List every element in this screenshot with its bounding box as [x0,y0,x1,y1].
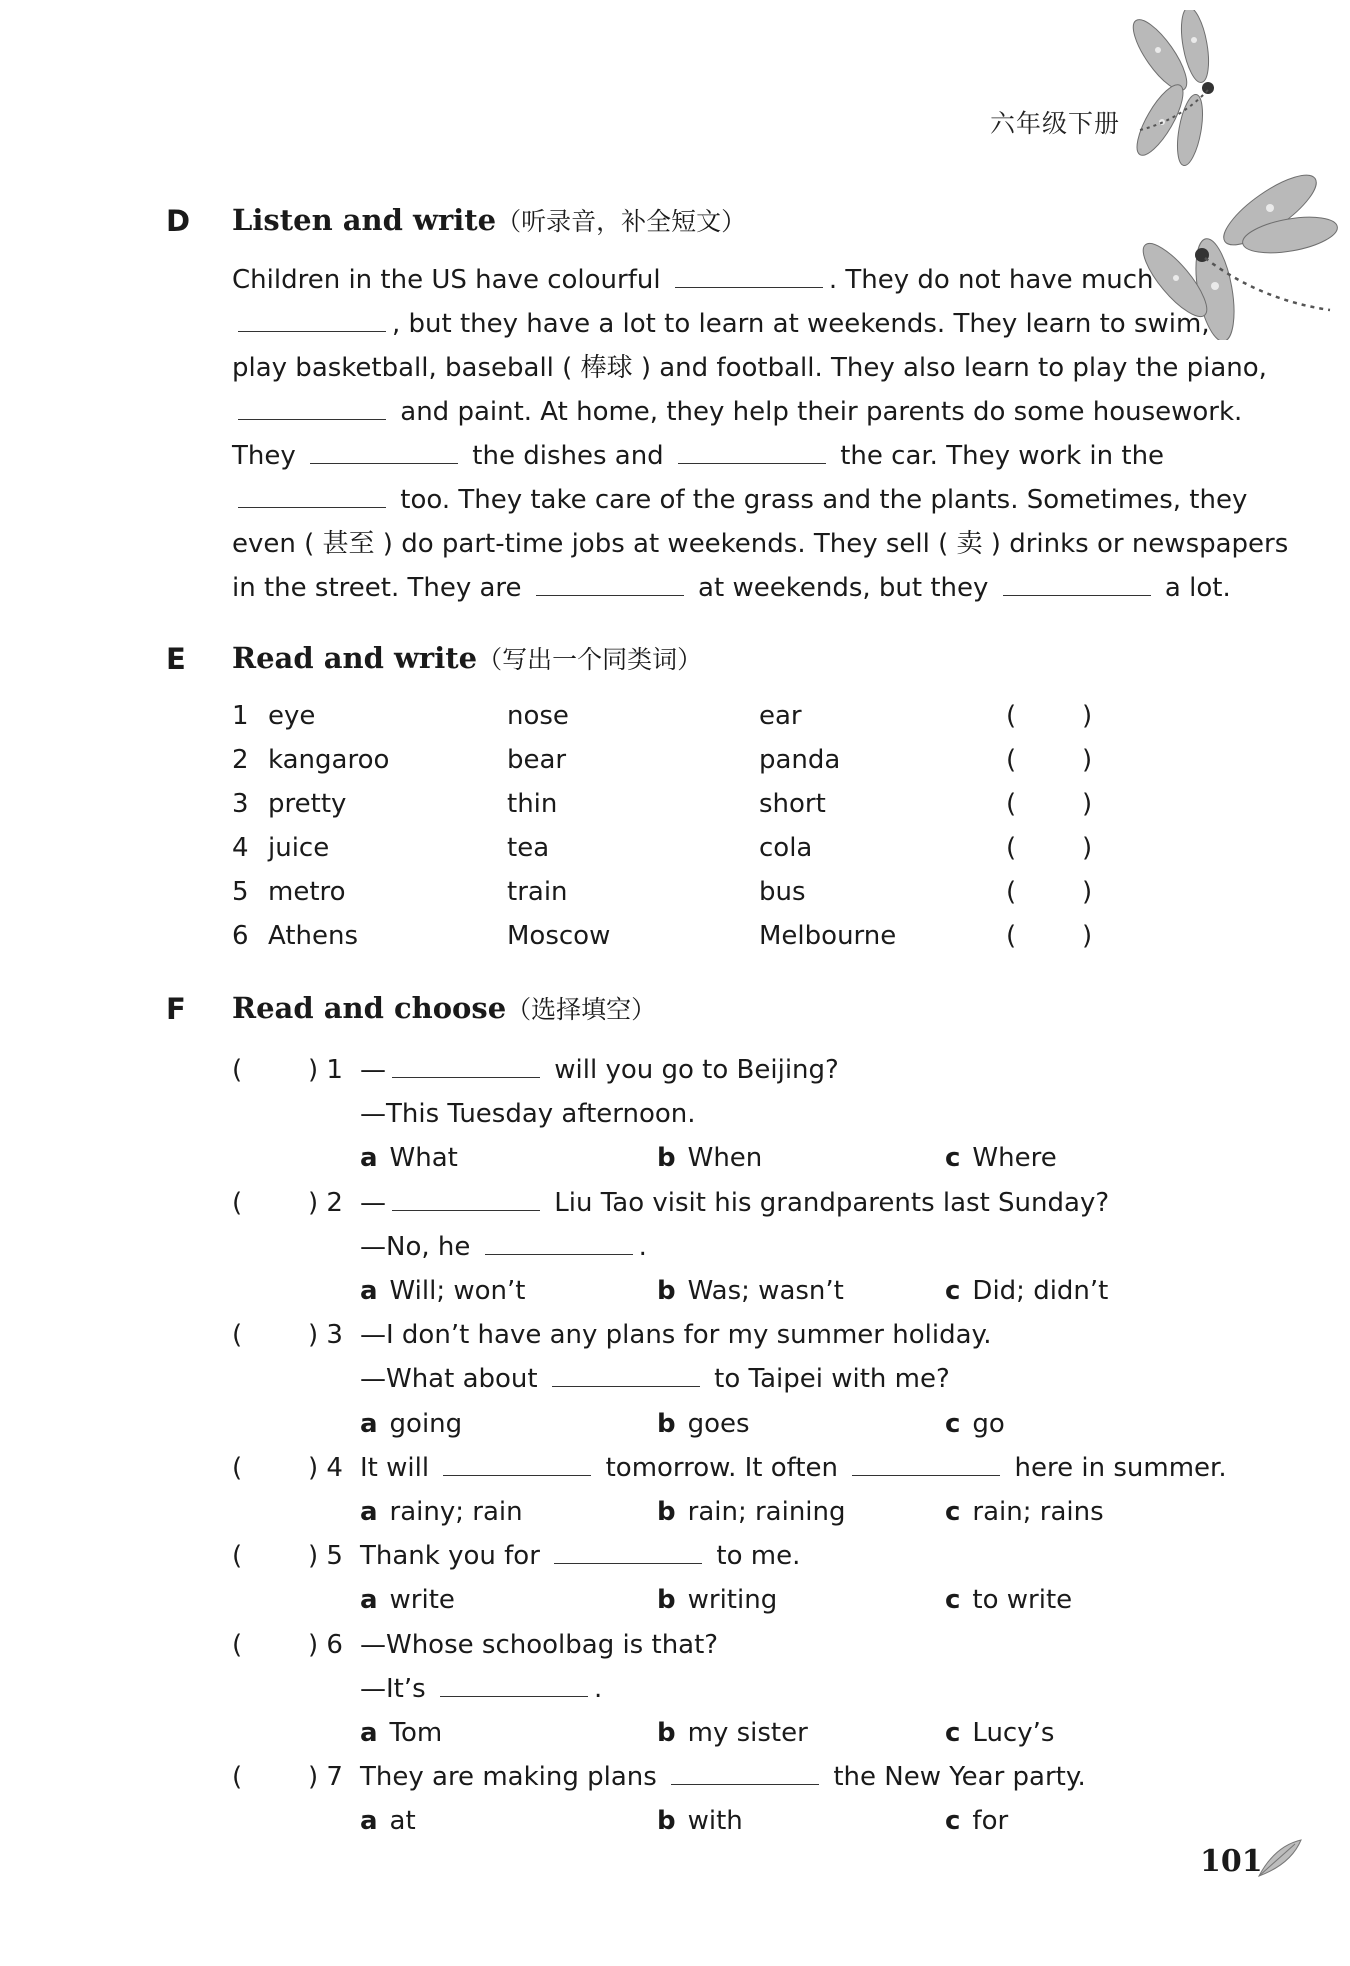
passage-text: and paint. At home, they help their parents do some housework. [392,397,1243,427]
answer-paren-close: ) [1082,877,1093,907]
question-text: Liu Tao visit his grandparents last Sunday? [546,1187,1110,1218]
word: eye [268,701,316,731]
item-number: 3 [232,789,249,819]
answer-blank[interactable] [392,1185,540,1211]
question-text: —It’s [360,1673,434,1704]
question-text: It will [360,1452,438,1483]
question-text: —No, he [360,1231,479,1262]
option-b[interactable] [657,1578,777,1622]
option-text: go [972,1408,1005,1439]
word: kangaroo [268,745,390,775]
option-c[interactable] [945,1269,1108,1313]
passage-text: play basketball, baseball ( 棒球 ) and football. They also learn to play the piano, [232,353,1267,383]
answer-paren-open: ( [232,1541,243,1572]
option-letter: a [360,1143,378,1174]
word: Moscow [507,921,611,951]
option-letter: c [945,1806,961,1837]
option-c[interactable] [945,1490,1104,1534]
answer-blank[interactable] [552,1361,700,1387]
answer-paren-open: ( [1006,745,1017,775]
option-letter: c [945,1276,961,1306]
answer-paren-open: ( [1006,833,1017,863]
option-letter: b [657,1143,676,1174]
answer-paren-open: ( [232,1320,243,1351]
option-text: rain; raining [687,1497,846,1527]
option-text: with [687,1806,743,1837]
option-a[interactable] [360,1578,455,1622]
option-text: at [389,1806,416,1837]
answer-paren-open: ( [232,1629,243,1660]
question-text: —This Tuesday afternoon. [360,1099,696,1130]
word-group-row [232,694,1132,738]
option-a[interactable] [360,1136,458,1180]
answer-paren-open: ( [1006,921,1017,951]
answer-blank[interactable] [440,1671,588,1697]
passage-text: even ( 甚至 ) do part-time jobs at weekends. They sell ( 卖 ) drinks or newspapers [232,529,1289,559]
option-text: Did; didn’t [972,1276,1109,1306]
question-line [360,1357,950,1401]
answer-blank[interactable] [310,438,458,464]
passage-text: , but they have a lot to learn at weekends. They learn to swim, [392,309,1210,339]
answer-paren-close: ) [1082,921,1093,951]
item-number: 6 [232,921,249,951]
word: bus [759,877,806,907]
question-text: will you go to Beijing? [546,1055,839,1085]
passage-line [232,566,1231,610]
option-letter: a [360,1497,378,1527]
passage-text: the car. They work in the [831,441,1165,471]
passage-line [232,258,1154,302]
item-number: 4 [232,833,249,863]
option-c[interactable] [945,1402,1005,1446]
option-text: for [972,1806,1009,1837]
page-number: 101 [1200,1844,1263,1879]
word: panda [759,745,841,775]
option-letter: a [360,1408,378,1439]
grade-label: 六年级下册 [990,109,1121,138]
word-group-row [232,870,1132,914]
option-letter: b [657,1806,676,1837]
word: pretty [268,789,347,819]
answer-blank[interactable] [485,1229,633,1255]
question-text: . [638,1231,647,1262]
passage-text: . They do not have much [828,265,1154,295]
item-number: 5 [232,877,249,907]
passage-line [232,478,1247,522]
answer-blank[interactable] [443,1450,591,1476]
option-b[interactable] [657,1269,844,1313]
word: Melbourne [759,921,897,951]
word-group-row [232,738,1132,782]
leaf-icon [1255,1836,1303,1880]
word-group-row [232,782,1132,826]
option-letter: c [945,1585,961,1616]
word-group-row [232,826,1132,870]
question-text: They are making plans [360,1762,666,1793]
question-number: ) 1 [308,1055,343,1085]
passage-line [232,434,1164,478]
answer-paren-close: ) [1082,701,1093,731]
option-letter: b [657,1585,676,1616]
answer-blank[interactable] [238,394,386,420]
answer-blank[interactable] [554,1538,702,1564]
question-number: ) 4 [308,1452,343,1483]
section-d-title-text: Listen and write [232,203,497,237]
section-e-letter: E [166,642,186,676]
section-f-title [232,990,656,1026]
option-letter: b [657,1718,676,1748]
option-text: write [389,1585,455,1616]
passage-line [232,390,1242,434]
word: Athens [268,921,359,951]
word-group-row [232,914,1132,958]
word: bear [507,745,567,775]
passage-text: at weekends, but they [689,573,997,603]
question-line [360,1092,696,1136]
answer-paren-open: ( [1006,877,1017,907]
option-a[interactable] [360,1799,416,1843]
question-line [360,1225,647,1269]
answer-paren-close: ) [1082,745,1093,775]
option-text: my sister [687,1718,808,1748]
word: thin [507,789,558,819]
section-d-letter: D [166,204,191,238]
question-text: . [593,1673,603,1704]
passage-line [232,302,1210,346]
answer-paren-close: ) [1082,789,1093,819]
question-line [360,1623,718,1667]
option-text: Where [972,1143,1057,1174]
question-number: ) 5 [308,1541,343,1572]
option-b[interactable] [657,1799,743,1843]
word: juice [268,833,330,863]
section-e-title-text: Read and write [232,641,478,675]
passage-text: the dishes and [464,441,672,471]
option-text: Lucy’s [972,1718,1055,1748]
word: metro [268,877,346,907]
option-letter: a [360,1276,378,1306]
passage-text: They [232,441,305,471]
answer-paren-open: ( [232,1055,243,1085]
answer-blank[interactable] [852,1450,1000,1476]
section-e-subtitle: （写出一个同类词） [477,645,703,674]
option-c[interactable] [945,1799,1008,1843]
answer-paren-open: ( [1006,789,1017,819]
option-c[interactable] [945,1711,1054,1755]
section-f-subtitle: （选择填空） [506,995,657,1024]
option-letter: c [945,1718,961,1748]
passage-text: in the street. They are [232,573,530,603]
question-text: Thank you for [360,1541,549,1572]
option-letter: a [360,1806,378,1837]
option-a[interactable] [360,1490,523,1534]
answer-blank[interactable] [1003,570,1151,596]
question-number: ) 6 [308,1629,343,1660]
question-text: — [360,1187,386,1218]
question-text: tomorrow. It often [597,1452,847,1483]
option-letter: c [945,1408,961,1439]
option-b[interactable] [657,1136,762,1180]
question-number: ) 3 [308,1320,343,1351]
option-text: Was; wasn’t [687,1276,844,1306]
option-text: rain; rains [972,1497,1104,1527]
answer-paren-close: ) [1082,833,1093,863]
answer-blank[interactable] [238,482,386,508]
option-text: goes [687,1408,750,1439]
word: train [507,877,568,907]
answer-paren-open: ( [232,1187,243,1218]
question-number: ) 2 [308,1187,343,1218]
question-line [360,1755,1086,1799]
dragonfly-decoration-icon [1120,10,1345,340]
answer-blank[interactable] [678,438,826,464]
option-text: When [687,1143,763,1174]
option-letter: b [657,1497,676,1527]
passage-line [232,346,1267,390]
option-a[interactable] [360,1269,526,1313]
option-letter: a [360,1585,378,1616]
passage-text: too. They take care of the grass and the plants. Sometimes, they [392,485,1248,515]
question-line [360,1667,602,1711]
word: cola [759,833,813,863]
question-text: to me. [708,1541,801,1572]
word: tea [507,833,550,863]
option-a[interactable] [360,1711,442,1755]
option-b[interactable] [657,1490,846,1534]
answer-paren-open: ( [232,1762,243,1793]
word: ear [759,701,802,731]
option-letter: c [945,1143,961,1174]
option-text: to write [972,1585,1073,1616]
option-text: writing [687,1585,778,1616]
option-c[interactable] [945,1136,1057,1180]
option-text: rainy; rain [389,1497,523,1527]
word: short [759,789,826,819]
section-e-title [232,640,702,676]
passage-text: Children in the US have colourful [232,265,669,295]
answer-paren-open: ( [232,1452,243,1483]
question-text: the New Year party. [825,1762,1086,1793]
option-b[interactable] [657,1711,808,1755]
question-line [360,1313,991,1357]
option-b[interactable] [657,1402,750,1446]
question-text: —What about [360,1364,546,1395]
passage-line [232,522,1288,566]
item-number: 2 [232,745,249,775]
answer-blank[interactable] [536,570,684,596]
question-text: to Taipei with me? [705,1364,950,1395]
question-line [360,1181,1109,1225]
option-letter: b [657,1276,676,1306]
answer-blank[interactable] [238,306,386,332]
option-text: Will; won’t [389,1276,526,1306]
option-a[interactable] [360,1402,462,1446]
question-line [360,1534,800,1578]
option-letter: b [657,1408,676,1439]
option-letter: c [945,1497,961,1527]
section-d-subtitle: （听录音，补全短文） [496,207,747,236]
section-f-title-text: Read and choose [232,991,507,1025]
passage-text: a lot. [1156,573,1231,603]
item-number: 1 [232,701,249,731]
option-text: going [389,1408,463,1439]
section-d-title [232,202,746,238]
question-text: here in summer. [1006,1452,1227,1483]
question-text: —I don’t have any plans for my summer holiday. [360,1320,992,1351]
answer-blank[interactable] [392,1052,540,1078]
question-text: — [360,1055,386,1085]
question-line [360,1446,1227,1490]
option-letter: a [360,1718,378,1748]
question-line [360,1048,839,1092]
section-f-letter: F [166,992,186,1026]
answer-blank[interactable] [671,1759,819,1785]
option-c[interactable] [945,1578,1072,1622]
option-text: Tom [389,1718,443,1748]
question-number: ) 7 [308,1762,343,1793]
option-text: What [389,1143,458,1174]
answer-paren-open: ( [1006,701,1017,731]
word: nose [507,701,569,731]
answer-blank[interactable] [675,262,823,288]
question-text: —Whose schoolbag is that? [360,1629,719,1660]
